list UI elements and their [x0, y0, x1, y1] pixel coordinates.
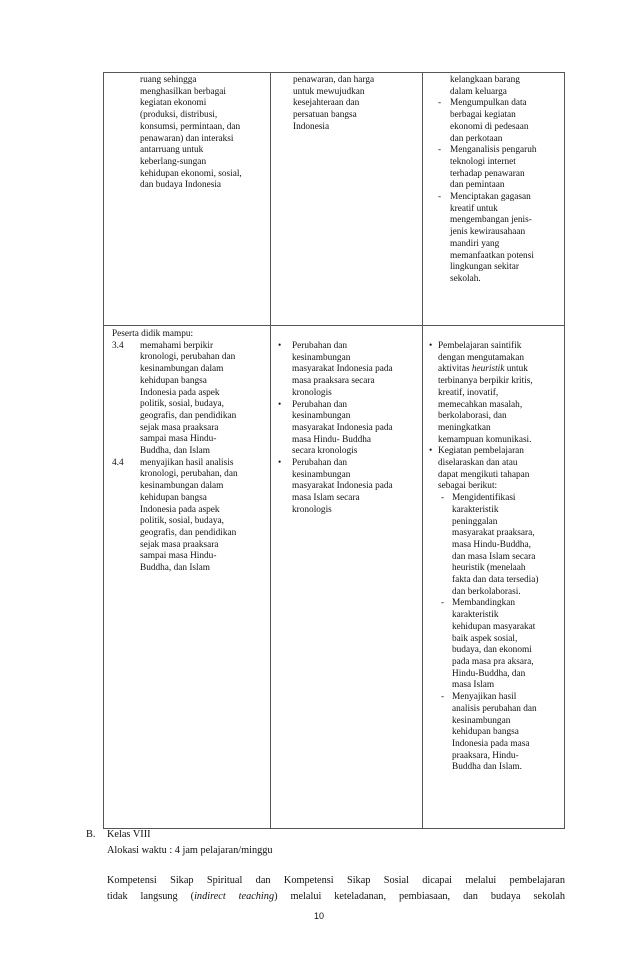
- text-line: Indonesia pada masa: [452, 738, 530, 749]
- text-line: Indonesia pada aspek: [140, 387, 220, 398]
- column-divider: [270, 73, 271, 828]
- dash-item: [438, 98, 565, 145]
- bullet-icon: •: [278, 341, 282, 351]
- dash-item: [438, 145, 565, 192]
- row1-col1-text: [140, 75, 270, 192]
- dash-marker: -: [438, 98, 442, 109]
- text-line: Indonesia: [293, 121, 330, 132]
- text-line: ruang sehingga: [140, 75, 197, 85]
- text-line: penawaran, dan harga: [293, 75, 375, 85]
- row1-col3-text: [438, 75, 565, 286]
- bullet-item: [429, 446, 565, 493]
- text-line: mandiri yang: [450, 238, 500, 249]
- text-line: kesinambungan: [452, 715, 511, 726]
- row1-col2-text: [293, 75, 421, 134]
- text-line: kesinambungan: [292, 352, 351, 363]
- bullet-icon: •: [278, 458, 282, 469]
- text-line: kreatif untuk: [450, 203, 498, 214]
- alokasi-waktu: Alokasi waktu : 4 jam pelajaran/minggu: [107, 845, 273, 856]
- text-line: Mengumpulkan data: [450, 98, 527, 109]
- text-line: dan perkotaan: [450, 133, 503, 144]
- text-line: Menyajikan hasil: [452, 692, 517, 703]
- text-line: masyarakat Indonesia pada: [292, 364, 393, 375]
- text-line: memanfaatkan potensi: [450, 250, 534, 261]
- text-line: kronologi, perubahan dan: [140, 352, 236, 363]
- column-divider: [422, 73, 423, 828]
- curriculum-table: [103, 72, 565, 829]
- text-line: kreatif, inovatif,: [438, 387, 499, 398]
- italic-term: indirect teaching: [194, 891, 275, 902]
- text-line: (produksi, distribusi,: [140, 110, 218, 121]
- text-line: masa Hindu-Buddha,: [452, 539, 532, 550]
- text-line: kronologis: [292, 504, 332, 515]
- text-line: kronologi, perubahan, dan: [140, 469, 238, 480]
- text-span: aktivitas: [438, 364, 472, 375]
- text-line: Perubahan dan: [292, 399, 347, 410]
- dash-item: [438, 192, 565, 286]
- text-line: meningkatkan: [438, 422, 491, 433]
- text-line: persatuan bangsa: [293, 110, 357, 121]
- text-line: geografis, dan pendidikan: [140, 410, 237, 421]
- text-line: masa Hindu- Buddha: [292, 434, 372, 445]
- text-line: kehidupan masyarakat: [452, 621, 536, 632]
- bullet-item: [429, 341, 565, 446]
- text-line: lingkungan sekitar: [450, 262, 519, 273]
- row2-col3-text: [429, 341, 565, 774]
- kd-number: 3.4: [112, 340, 124, 351]
- text-line: kesejahteraan dan: [293, 98, 360, 109]
- text-line: berkolaborasi, dan: [438, 411, 507, 422]
- row2-col1-text: [112, 329, 270, 575]
- text-line: dan pemintaan: [450, 180, 505, 191]
- text-line: berbagai kegiatan: [450, 110, 516, 121]
- text-line: heuristik (menelaah: [452, 563, 526, 574]
- text-line: konsumsi, permintaan, dan: [140, 121, 241, 132]
- text-line: Buddha, dan Islam: [140, 446, 210, 457]
- text-line: analisis perubahan dan: [452, 703, 537, 714]
- text-line: sampai masa Hindu-: [140, 434, 217, 445]
- text-line: Pembelajaran saintifik: [438, 341, 522, 351]
- text-span: tidak langsung (: [107, 891, 195, 902]
- text-line: dapat mengikuti tahapan: [438, 469, 530, 480]
- text-line: menyajikan hasil analisis: [140, 457, 234, 468]
- text-line: [438, 364, 565, 376]
- text-line: geografis, dan pendidikan: [140, 527, 237, 538]
- text-line: masyarakat Indonesia pada: [292, 481, 393, 492]
- row-divider: [104, 325, 564, 326]
- text-line: secara kronologis: [292, 446, 358, 457]
- text-line: Mengidentifikasi: [452, 493, 516, 504]
- section-title: Kelas VIII: [107, 829, 151, 840]
- text-line: Perubahan dan: [292, 341, 347, 351]
- text-line: Perubahan dan: [292, 458, 347, 469]
- text-line: Hindu-Buddha, dan: [452, 668, 526, 679]
- kd-intro: Peserta didik mampu:: [112, 329, 194, 339]
- dash-marker: -: [438, 145, 442, 156]
- kd-number: 4.4: [112, 457, 124, 468]
- text-line: kemampuan komunikasi.: [438, 434, 532, 445]
- text-line: masyarakat praaksara,: [452, 528, 535, 539]
- text-line: politik, sosial, budaya,: [140, 516, 224, 527]
- dash-item: [429, 692, 565, 774]
- text-line: antarruang untuk: [140, 145, 204, 156]
- text-line: masa Islam: [452, 680, 495, 691]
- text-line: penawaran) dan interaksi: [140, 133, 234, 144]
- text-line: sejak masa praaksara: [140, 539, 219, 550]
- dash-item: [429, 598, 565, 692]
- bullet-icon: •: [429, 341, 433, 351]
- text-line: politik, sosial, budaya,: [140, 399, 224, 410]
- text-line: dan masa Islam secara: [452, 551, 536, 562]
- text-line: dan budaya Indonesia: [140, 180, 222, 191]
- text-line: kehidupan bangsa: [140, 375, 207, 386]
- text-line: masyarakat Indonesia pada: [292, 422, 393, 433]
- text-line: budaya, dan ekonomi: [452, 645, 532, 656]
- bullet-icon: •: [429, 446, 433, 457]
- text-line: baik aspek sosial,: [452, 633, 518, 644]
- text-span: ) melalui keteladanan, pembiasaan, dan budaya sekolah: [274, 891, 565, 902]
- text-line: Membandingkan: [452, 598, 515, 609]
- kd-item: [112, 341, 270, 458]
- text-line: pada masa pra aksara,: [452, 656, 534, 667]
- text-line: sekolah.: [450, 273, 481, 284]
- text-line: Menganalisis pengaruh: [450, 145, 537, 156]
- row2-col2-text: [278, 341, 421, 517]
- text-line: terbinanya berpikir kritis,: [438, 376, 533, 387]
- text-line: fakta dan data tersedia): [452, 575, 539, 586]
- text-line: jenis kewirausahaan: [450, 227, 526, 238]
- text-line: kesinambungan: [292, 411, 351, 422]
- text-line: keberlang-sungan: [140, 156, 207, 167]
- text-line: terhadap penawaran: [450, 168, 525, 179]
- text-line: sampai masa Hindu-: [140, 551, 217, 562]
- text-line: kehidupan ekonomi, sosial,: [140, 168, 242, 179]
- page-number: 10: [313, 911, 324, 921]
- paragraph-line: Kompetensi Sikap Spiritual dan Kompetensi Sikap Sosial dicapai melalui pembelajaran: [107, 875, 565, 886]
- dash-marker: -: [441, 598, 445, 609]
- text-line: ekonomi di pedesaan: [450, 121, 529, 132]
- text-line: kronologis: [292, 387, 332, 398]
- text-line: kegiatan ekonomi: [140, 98, 207, 109]
- text-line: diselaraskan dan atau: [438, 458, 518, 469]
- text-span: untuk: [504, 364, 528, 375]
- bullet-item: [278, 458, 421, 517]
- italic-term: heuristik: [471, 364, 505, 375]
- text-line: peninggalan: [452, 516, 498, 527]
- dash-marker: -: [438, 192, 442, 203]
- text-line: sebagai berikut:: [438, 481, 498, 492]
- text-line: Buddha, dan Islam: [140, 563, 210, 574]
- text-line: dengan mengutamakan: [438, 352, 524, 363]
- dash-marker: -: [441, 493, 445, 504]
- text-line: Kegiatan pembelajaran: [438, 446, 524, 457]
- text-line: untuk mewujudkan: [293, 86, 365, 97]
- text-line: Buddha dan Islam.: [452, 762, 522, 773]
- bullet-icon: •: [278, 399, 282, 410]
- text-line: praaksara, Hindu-: [452, 750, 519, 761]
- text-line: kesinambungan dalam: [140, 364, 224, 375]
- section-letter: B.: [86, 829, 96, 840]
- dash-item: [429, 493, 565, 598]
- text-line: Menciptakan gagasan: [450, 192, 531, 203]
- text-line: karakteristik: [452, 610, 499, 621]
- text-line: teknologi internet: [450, 156, 516, 167]
- text-line: memecahkan masalah,: [438, 399, 523, 410]
- text-line: karakteristik: [452, 504, 499, 515]
- text-line: kelangkaan barang: [450, 75, 520, 85]
- text-line: masa praaksara secara: [292, 376, 375, 387]
- text-line: menghasilkan berbagai: [140, 86, 226, 97]
- text-line: Indonesia pada aspek: [140, 504, 220, 515]
- text-line: kehidupan bangsa: [140, 492, 207, 503]
- text-line: sejak masa praaksara: [140, 422, 219, 433]
- bullet-item: [278, 341, 421, 400]
- text-line: dalam keluarga: [450, 86, 507, 97]
- text-line: kehidupan bangsa: [452, 727, 519, 738]
- paragraph-line: [107, 889, 565, 904]
- text-line: kesinambungan dalam: [140, 481, 224, 492]
- text-line: memahami berpikir: [140, 340, 214, 351]
- dash-marker: -: [441, 692, 445, 703]
- text-line: mengembangan jenis-: [450, 215, 532, 226]
- kd-item: [112, 458, 270, 575]
- text-line: masa Islam secara: [292, 493, 360, 504]
- text-line: kesinambungan: [292, 469, 351, 480]
- text-line: dan berkolaborasi.: [452, 586, 521, 597]
- bullet-item: [278, 400, 421, 459]
